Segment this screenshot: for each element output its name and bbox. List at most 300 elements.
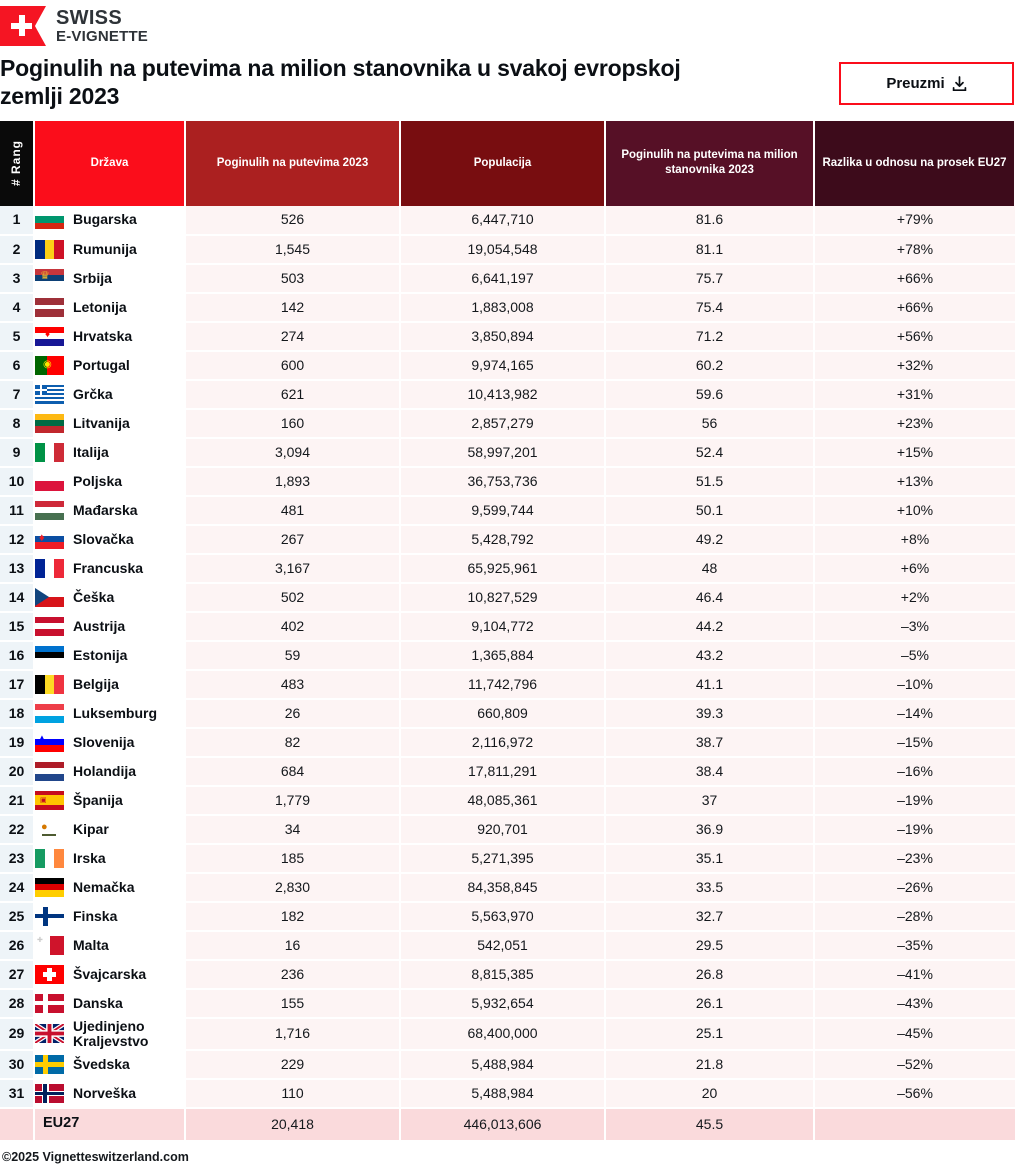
country-name: Norveška <box>73 1084 137 1101</box>
cell-rank: 31 <box>0 1079 34 1108</box>
cell-country <box>34 931 185 960</box>
table-row <box>0 815 1015 844</box>
cell-difference: +10% <box>814 496 1015 525</box>
cell-deaths-per-million: 59.6 <box>605 380 814 409</box>
flag-icon-francuska <box>35 559 64 578</box>
cell-country <box>34 670 185 699</box>
cell-rank: 14 <box>0 583 34 612</box>
country-name: Srbija <box>73 269 112 286</box>
cell-deaths: 110 <box>185 1079 400 1108</box>
cell-population: 10,413,982 <box>400 380 605 409</box>
cell-difference: +66% <box>814 264 1015 293</box>
cell-population: 9,974,165 <box>400 351 605 380</box>
cell-difference: –35% <box>814 931 1015 960</box>
cell-deaths-per-million: 36.9 <box>605 815 814 844</box>
cell-deaths: 2,830 <box>185 873 400 902</box>
cell-difference: –26% <box>814 873 1015 902</box>
table-row <box>0 409 1015 438</box>
cell-country <box>34 815 185 844</box>
cell-deaths-per-million-total: 45.5 <box>605 1108 814 1140</box>
cell-rank: 3 <box>0 264 34 293</box>
table-row <box>0 873 1015 902</box>
brand-name-line2: E-VIGNETTE <box>56 27 149 45</box>
country-name: Kipar <box>73 820 109 837</box>
cell-population: 2,857,279 <box>400 409 605 438</box>
cell-population: 5,932,654 <box>400 989 605 1018</box>
cell-deaths-per-million: 60.2 <box>605 351 814 380</box>
flag-icon-kipar: ● <box>35 820 64 839</box>
cell-rank: 5 <box>0 322 34 351</box>
download-icon <box>952 76 967 92</box>
country-name: Estonija <box>73 646 128 663</box>
country-name: Rumunija <box>73 240 137 257</box>
flag-icon-grčka <box>35 385 64 404</box>
cell-country <box>34 322 185 351</box>
cell-rank: 11 <box>0 496 34 525</box>
cell-rank: 12 <box>0 525 34 554</box>
flag-icon-danska <box>35 994 64 1013</box>
cell-rank: 8 <box>0 409 34 438</box>
cell-difference: –19% <box>814 815 1015 844</box>
cell-deaths: 185 <box>185 844 400 873</box>
cell-difference: –15% <box>814 728 1015 757</box>
cell-deaths: 481 <box>185 496 400 525</box>
page-title: Poginulih na putevima na milion stanovnika u svakoj evropskoj zemlji 2023 <box>0 55 681 110</box>
cell-rank: 22 <box>0 815 34 844</box>
cell-country <box>34 757 185 786</box>
cell-difference: +23% <box>814 409 1015 438</box>
flag-icon-rumunija <box>35 240 64 259</box>
cell-deaths-per-million: 49.2 <box>605 525 814 554</box>
cell-country-total <box>34 1108 185 1140</box>
cell-population: 36,753,736 <box>400 467 605 496</box>
flag-icon-norveška <box>35 1084 64 1103</box>
cell-difference: –23% <box>814 844 1015 873</box>
cell-difference: +6% <box>814 554 1015 583</box>
cell-rank: 21 <box>0 786 34 815</box>
cell-deaths: 3,167 <box>185 554 400 583</box>
country-name: Slovačka <box>73 530 134 547</box>
brand-name-line1: SWISS <box>56 7 122 30</box>
cell-deaths: 503 <box>185 264 400 293</box>
cell-population: 9,599,744 <box>400 496 605 525</box>
cell-rank: 10 <box>0 467 34 496</box>
cell-country <box>34 467 185 496</box>
cell-population: 2,116,972 <box>400 728 605 757</box>
flag-icon-luksemburg <box>35 704 64 723</box>
brand-logo <box>0 0 1015 48</box>
country-name: Poljska <box>73 472 123 489</box>
table-row <box>0 989 1015 1018</box>
cell-country <box>34 351 185 380</box>
country-name: Češka <box>73 588 115 605</box>
country-name: Ujedinjeno Kraljevstvo <box>73 1017 149 1049</box>
cell-country <box>34 1050 185 1079</box>
table-row <box>0 931 1015 960</box>
flag-icon-španija: ▣ <box>35 791 64 810</box>
cell-deaths: 1,893 <box>185 467 400 496</box>
cell-deaths-per-million: 50.1 <box>605 496 814 525</box>
cell-rank: 13 <box>0 554 34 583</box>
cell-deaths: 16 <box>185 931 400 960</box>
cell-population: 6,447,710 <box>400 206 605 235</box>
country-name: Italija <box>73 443 109 460</box>
cell-country <box>34 554 185 583</box>
cell-deaths: 1,779 <box>185 786 400 815</box>
cell-population: 10,827,529 <box>400 583 605 612</box>
cell-population: 5,271,395 <box>400 844 605 873</box>
flag-icon-švajcarska <box>35 965 64 984</box>
country-name: Danska <box>73 994 123 1011</box>
cell-deaths-per-million: 25.1 <box>605 1018 814 1050</box>
table-row <box>0 438 1015 467</box>
flag-icon-švedska <box>35 1055 64 1074</box>
cell-deaths: 502 <box>185 583 400 612</box>
table-row <box>0 1018 1015 1050</box>
cell-deaths-per-million: 71.2 <box>605 322 814 351</box>
cell-deaths-per-million: 56 <box>605 409 814 438</box>
cell-deaths-per-million: 33.5 <box>605 873 814 902</box>
cell-deaths-per-million: 38.4 <box>605 757 814 786</box>
table-row <box>0 612 1015 641</box>
cell-deaths: 526 <box>185 206 400 235</box>
total-label: EU27 <box>43 1115 80 1132</box>
swiss-cross-flag-icon <box>0 6 46 46</box>
cell-deaths-per-million: 52.4 <box>605 438 814 467</box>
flag-icon-bugarska <box>35 210 64 229</box>
table-row <box>0 293 1015 322</box>
country-name: Nemačka <box>73 878 135 895</box>
cell-country <box>34 989 185 1018</box>
cell-rank: 20 <box>0 757 34 786</box>
cell-country <box>34 496 185 525</box>
table-row <box>0 264 1015 293</box>
cell-difference: –3% <box>814 612 1015 641</box>
country-name: Austrija <box>73 617 126 634</box>
cell-population: 6,641,197 <box>400 264 605 293</box>
cell-population: 5,428,792 <box>400 525 605 554</box>
cell-deaths-per-million: 35.1 <box>605 844 814 873</box>
flag-icon-austrija <box>35 617 64 636</box>
table-row <box>0 380 1015 409</box>
cell-population: 11,742,796 <box>400 670 605 699</box>
cell-deaths: 3,094 <box>185 438 400 467</box>
cell-rank: 7 <box>0 380 34 409</box>
cell-deaths-per-million: 29.5 <box>605 931 814 960</box>
table-total-row <box>0 1108 1015 1140</box>
cell-difference: –41% <box>814 960 1015 989</box>
cell-difference: –14% <box>814 699 1015 728</box>
table-row <box>0 206 1015 235</box>
flag-icon-malta: ✚ <box>35 936 64 955</box>
cell-country <box>34 960 185 989</box>
table-row <box>0 757 1015 786</box>
country-name: Letonija <box>73 298 127 315</box>
table-row <box>0 670 1015 699</box>
cell-deaths-per-million: 26.1 <box>605 989 814 1018</box>
flag-icon-slovenija: ▲ <box>35 733 64 752</box>
flag-icon-hrvatska: ♦ <box>35 327 64 346</box>
cell-deaths: 684 <box>185 757 400 786</box>
column-header-difference: Razlika u odnosu na prosek EU27 <box>814 121 1015 206</box>
cell-difference: –10% <box>814 670 1015 699</box>
cell-population: 19,054,548 <box>400 235 605 264</box>
country-name: Slovenija <box>73 733 135 750</box>
cell-deaths: 267 <box>185 525 400 554</box>
cell-rank: 18 <box>0 699 34 728</box>
cell-population: 920,701 <box>400 815 605 844</box>
cell-country <box>34 1018 185 1050</box>
table-row <box>0 1079 1015 1108</box>
cell-population: 660,809 <box>400 699 605 728</box>
table-row <box>0 902 1015 931</box>
cell-country <box>34 844 185 873</box>
country-name: Švajcarska <box>73 965 147 982</box>
flag-icon-italija <box>35 443 64 462</box>
cell-difference: –16% <box>814 757 1015 786</box>
cell-country <box>34 612 185 641</box>
table-row <box>0 235 1015 264</box>
cell-rank: 19 <box>0 728 34 757</box>
cell-difference: +32% <box>814 351 1015 380</box>
cell-deaths-per-million: 43.2 <box>605 641 814 670</box>
cell-rank: 15 <box>0 612 34 641</box>
cell-difference-total <box>814 1108 1015 1140</box>
flag-icon-litvanija <box>35 414 64 433</box>
country-name: Španija <box>73 791 123 808</box>
cell-country <box>34 293 185 322</box>
country-name: Irska <box>73 849 106 866</box>
cell-difference: +56% <box>814 322 1015 351</box>
cell-population-total: 446,013,606 <box>400 1108 605 1140</box>
table-row <box>0 322 1015 351</box>
cell-deaths-per-million: 41.1 <box>605 670 814 699</box>
cell-population: 8,815,385 <box>400 960 605 989</box>
cell-deaths-per-million: 32.7 <box>605 902 814 931</box>
cell-population: 58,997,201 <box>400 438 605 467</box>
cell-population: 48,085,361 <box>400 786 605 815</box>
cell-rank: 25 <box>0 902 34 931</box>
cell-difference: –52% <box>814 1050 1015 1079</box>
copyright-note: ©2025 Vignetteswitzerland.com <box>2 1149 189 1164</box>
cell-country <box>34 206 185 235</box>
cell-population: 17,811,291 <box>400 757 605 786</box>
cell-rank: 2 <box>0 235 34 264</box>
flag-icon-letonija <box>35 298 64 317</box>
cell-population: 68,400,000 <box>400 1018 605 1050</box>
table-row <box>0 728 1015 757</box>
table-row <box>0 351 1015 380</box>
cell-rank: 4 <box>0 293 34 322</box>
table-row <box>0 960 1015 989</box>
cell-difference: –28% <box>814 902 1015 931</box>
flag-icon-belgija <box>35 675 64 694</box>
flag-icon-poljska <box>35 472 64 491</box>
cell-deaths-per-million: 37 <box>605 786 814 815</box>
column-header-deaths-per-million: Poginulih na putevima na milion stanovnika 2023 <box>605 121 814 206</box>
country-name: Belgija <box>73 675 119 692</box>
cell-difference: –43% <box>814 989 1015 1018</box>
cell-deaths: 229 <box>185 1050 400 1079</box>
cell-difference: +66% <box>814 293 1015 322</box>
table-row <box>0 786 1015 815</box>
cell-rank: 16 <box>0 641 34 670</box>
cell-deaths: 236 <box>185 960 400 989</box>
cell-deaths: 34 <box>185 815 400 844</box>
cell-rank: 30 <box>0 1050 34 1079</box>
cell-rank: 26 <box>0 931 34 960</box>
column-header-deaths: Poginulih na putevima 2023 <box>185 121 400 206</box>
cell-rank: 29 <box>0 1018 34 1050</box>
cell-country <box>34 438 185 467</box>
flag-icon-finska <box>35 907 64 926</box>
cell-country <box>34 525 185 554</box>
cell-difference: –19% <box>814 786 1015 815</box>
country-name: Mađarska <box>73 501 138 518</box>
cell-country <box>34 786 185 815</box>
country-name: Malta <box>73 936 109 953</box>
table-row <box>0 496 1015 525</box>
cell-deaths-per-million: 81.1 <box>605 235 814 264</box>
flag-icon-češka <box>35 588 64 607</box>
cell-deaths-per-million: 21.8 <box>605 1050 814 1079</box>
table-row <box>0 1050 1015 1079</box>
cell-country <box>34 1079 185 1108</box>
cell-deaths-per-million: 38.7 <box>605 728 814 757</box>
cell-country <box>34 583 185 612</box>
table-row <box>0 554 1015 583</box>
column-header-population: Populacija <box>400 121 605 206</box>
cell-population: 5,563,970 <box>400 902 605 931</box>
cell-population: 65,925,961 <box>400 554 605 583</box>
cell-rank: 28 <box>0 989 34 1018</box>
cell-deaths-per-million: 75.7 <box>605 264 814 293</box>
cell-deaths-per-million: 44.2 <box>605 612 814 641</box>
cell-deaths: 483 <box>185 670 400 699</box>
column-header-country: Država <box>34 121 185 206</box>
cell-population: 3,850,894 <box>400 322 605 351</box>
cell-population: 1,883,008 <box>400 293 605 322</box>
country-name: Grčka <box>73 385 113 402</box>
flag-icon-portugal: ◉ <box>35 356 64 375</box>
cell-rank: 1 <box>0 206 34 235</box>
cell-country <box>34 699 185 728</box>
cell-difference: +31% <box>814 380 1015 409</box>
table-header-row <box>0 121 1015 206</box>
country-name: Portugal <box>73 356 130 373</box>
cell-difference: –5% <box>814 641 1015 670</box>
cell-deaths-per-million: 26.8 <box>605 960 814 989</box>
cell-deaths: 621 <box>185 380 400 409</box>
cell-population: 9,104,772 <box>400 612 605 641</box>
cell-difference: –56% <box>814 1079 1015 1108</box>
cell-difference: +15% <box>814 438 1015 467</box>
cell-deaths: 59 <box>185 641 400 670</box>
country-name: Finska <box>73 907 118 924</box>
cell-deaths: 26 <box>185 699 400 728</box>
cell-deaths: 1,716 <box>185 1018 400 1050</box>
table-row <box>0 641 1015 670</box>
cell-deaths-per-million: 75.4 <box>605 293 814 322</box>
table-row <box>0 844 1015 873</box>
cell-rank: 9 <box>0 438 34 467</box>
table-row <box>0 699 1015 728</box>
download-button[interactable] <box>839 62 1014 105</box>
flag-icon-slovačka: ♦ <box>35 530 64 549</box>
cell-country <box>34 902 185 931</box>
cell-rank: 6 <box>0 351 34 380</box>
cell-difference: –45% <box>814 1018 1015 1050</box>
flag-icon-estonija <box>35 646 64 665</box>
flag-icon-srbija: ♛ <box>35 269 64 288</box>
country-name: Litvanija <box>73 414 130 431</box>
cell-deaths: 82 <box>185 728 400 757</box>
cell-deaths-per-million: 81.6 <box>605 206 814 235</box>
cell-difference: +79% <box>814 206 1015 235</box>
cell-country <box>34 380 185 409</box>
cell-difference: +2% <box>814 583 1015 612</box>
cell-rank: 23 <box>0 844 34 873</box>
cell-rank: 24 <box>0 873 34 902</box>
flag-icon-nemačka <box>35 878 64 897</box>
table-body <box>0 206 1015 1140</box>
cell-deaths: 600 <box>185 351 400 380</box>
cell-difference: +78% <box>814 235 1015 264</box>
cell-deaths-per-million: 51.5 <box>605 467 814 496</box>
cell-rank: 17 <box>0 670 34 699</box>
cell-population: 1,365,884 <box>400 641 605 670</box>
country-name: Švedska <box>73 1055 130 1072</box>
cell-population: 5,488,984 <box>400 1079 605 1108</box>
cell-deaths-per-million: 46.4 <box>605 583 814 612</box>
cell-population: 5,488,984 <box>400 1050 605 1079</box>
cell-deaths: 142 <box>185 293 400 322</box>
download-button-label: Preuzmi <box>886 75 945 92</box>
country-name: Bugarska <box>73 211 137 227</box>
cell-deaths-total: 20,418 <box>185 1108 400 1140</box>
country-name: Hrvatska <box>73 327 133 344</box>
cell-deaths: 155 <box>185 989 400 1018</box>
table-row <box>0 467 1015 496</box>
cell-country <box>34 235 185 264</box>
flag-icon-holandija <box>35 762 64 781</box>
flag-icon-irska <box>35 849 64 868</box>
cell-difference: +8% <box>814 525 1015 554</box>
table-row <box>0 525 1015 554</box>
cell-rank: 27 <box>0 960 34 989</box>
cell-country <box>34 409 185 438</box>
cell-deaths: 160 <box>185 409 400 438</box>
cell-deaths: 402 <box>185 612 400 641</box>
cell-country <box>34 264 185 293</box>
column-header-rank: # Rang <box>0 121 34 206</box>
cell-deaths: 182 <box>185 902 400 931</box>
cell-deaths-per-million: 48 <box>605 554 814 583</box>
flag-icon-mađarska <box>35 501 64 520</box>
cell-population: 84,358,845 <box>400 873 605 902</box>
cell-rank-total <box>0 1108 34 1140</box>
cell-deaths-per-million: 39.3 <box>605 699 814 728</box>
country-name: Holandija <box>73 762 137 779</box>
cell-country <box>34 873 185 902</box>
cell-deaths-per-million: 20 <box>605 1079 814 1108</box>
cell-difference: +13% <box>814 467 1015 496</box>
cell-deaths: 1,545 <box>185 235 400 264</box>
country-name: Francuska <box>73 559 144 576</box>
flag-icon-ujedinjeno-kraljevstvo <box>35 1024 64 1043</box>
road-deaths-table <box>0 121 1015 1140</box>
cell-country <box>34 641 185 670</box>
